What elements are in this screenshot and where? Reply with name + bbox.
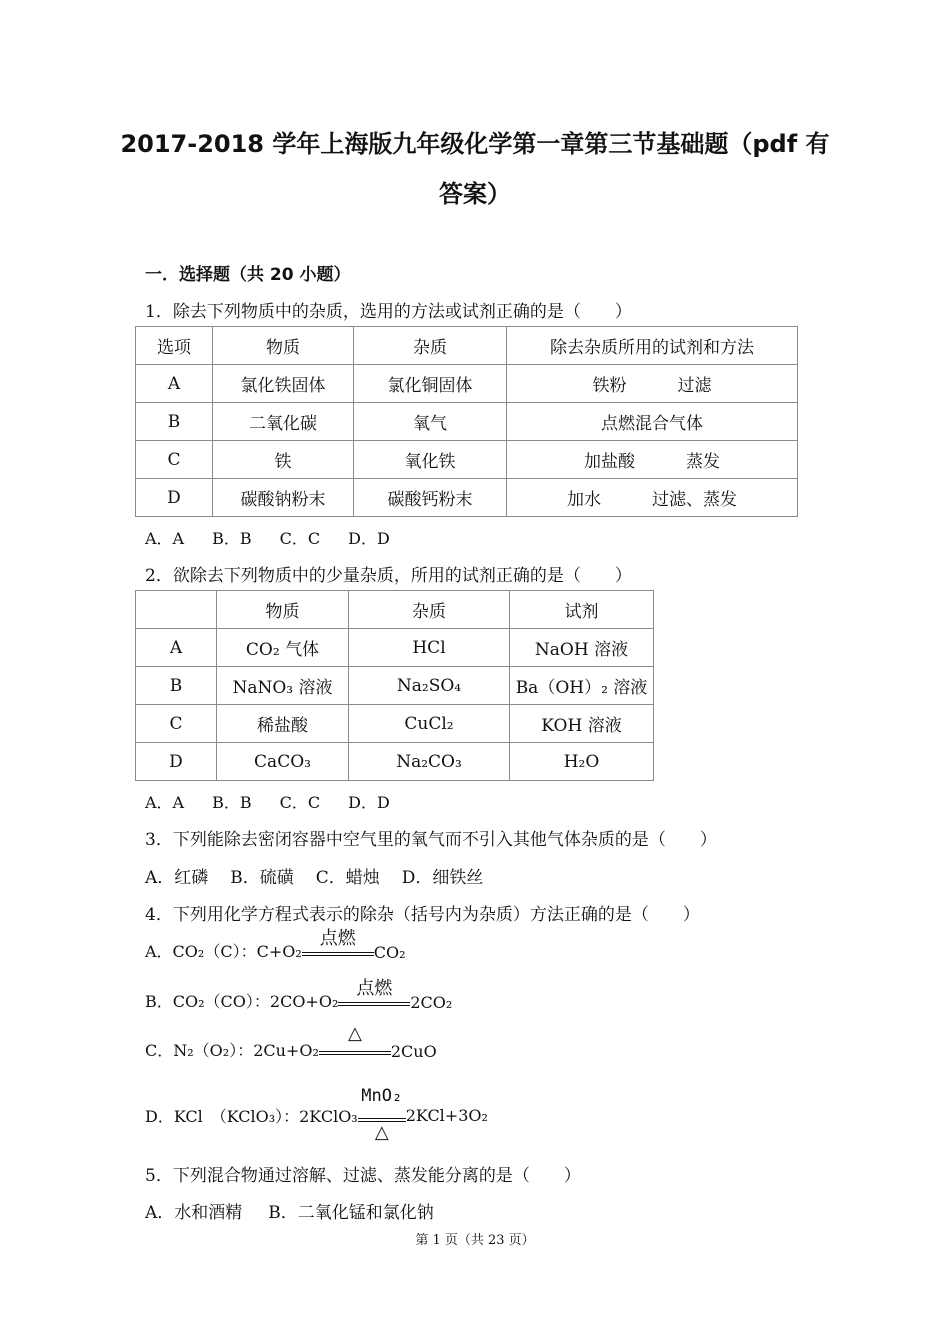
table-cell: 加水 过滤、蒸发 — [507, 479, 798, 517]
table-cell: 碳酸钙粉末 — [354, 479, 507, 517]
option-a[interactable]: A．A — [145, 793, 185, 812]
question-4-stem: 4．下列用化学方程式表示的除杂（括号内为杂质）方法正确的是（ ） — [145, 905, 700, 925]
title-line-1: 2017-2018 学年上海版九年级化学第一章第三节基础题（pdf 有 — [120, 130, 830, 158]
table-row — [136, 479, 798, 517]
question-1-options — [145, 526, 418, 549]
option-c[interactable]: C．C — [279, 529, 321, 548]
table-header-cell: 试剂 — [510, 591, 654, 629]
table-header-cell: 物质 — [217, 591, 349, 629]
table-cell: Na₂CO₃ — [349, 743, 510, 781]
table-cell: 二氧化碳 — [213, 403, 354, 441]
table-cell: NaNO₃ 溶液 — [217, 667, 349, 705]
table-cell: B — [136, 403, 213, 441]
equation-reactants: B．CO₂（CO）：2CO+O₂ — [145, 992, 339, 1011]
question-3-options — [145, 863, 483, 888]
table-row — [136, 705, 654, 743]
table-row — [136, 667, 654, 705]
option-d[interactable]: D．D — [348, 793, 390, 812]
option-a[interactable]: A．A — [145, 529, 185, 548]
table-cell: 铁粉 过滤 — [507, 365, 798, 403]
page-footer: 第 1 页（共 23 页） — [415, 1233, 535, 1248]
table-cell: Na₂SO₄ — [349, 667, 510, 705]
question-2-stem: 2．欲除去下列物质中的少量杂质，所用的试剂正确的是（ ） — [145, 566, 632, 586]
option-a[interactable]: A．红磷 — [145, 868, 209, 888]
table-cell: 氧化铁 — [354, 441, 507, 479]
table-cell: 点燃混合气体 — [507, 403, 798, 441]
option-a[interactable]: A．水和酒精 — [145, 1203, 243, 1223]
equation-products: 2CO₂ — [410, 993, 453, 1012]
table-header-cell: 杂质 — [354, 327, 507, 365]
table-row — [136, 441, 798, 479]
equation-reactants: A．CO₂（C）：C+O₂ — [145, 942, 302, 961]
table-cell: HCl — [349, 629, 510, 667]
table-header-row — [136, 591, 654, 629]
option-b[interactable]: B．B — [212, 793, 252, 812]
option-c[interactable]: C．C — [279, 793, 321, 812]
table-cell: CuCl₂ — [349, 705, 510, 743]
reaction-condition: 点燃 — [338, 978, 410, 1012]
equation-option-d[interactable] — [145, 1086, 488, 1144]
table-cell: NaOH 溶液 — [510, 629, 654, 667]
equation-products: CO₂ — [373, 943, 406, 962]
table-cell: Ba（OH）₂ 溶液 — [510, 667, 654, 705]
reaction-condition: MnO₂ △ — [358, 1086, 406, 1144]
table-cell: CaCO₃ — [217, 743, 349, 781]
equation-products: 2CuO — [390, 1042, 437, 1061]
table-cell: 碳酸钠粉末 — [213, 479, 354, 517]
section-heading: 一．选择题（共 20 小题） — [145, 265, 351, 285]
question-5-options — [145, 1198, 434, 1223]
table-cell: CO₂ 气体 — [217, 629, 349, 667]
option-c[interactable]: C．蜡烛 — [315, 868, 380, 888]
option-d[interactable]: D．细铁丝 — [401, 868, 484, 888]
equation-products: 2KCl+3O₂ — [405, 1105, 488, 1125]
table-header-cell: 除去杂质所用的试剂和方法 — [507, 327, 798, 365]
table-cell: 稀盐酸 — [217, 705, 349, 743]
question-2-options — [145, 790, 418, 813]
table-header-cell: 选项 — [136, 327, 213, 365]
option-d[interactable]: D．D — [348, 529, 390, 548]
table-header-cell — [136, 591, 217, 629]
table-row — [136, 403, 798, 441]
table-header-cell: 物质 — [213, 327, 354, 365]
table-cell: D — [136, 743, 217, 781]
table-cell: C — [136, 441, 213, 479]
option-b[interactable]: B．二氧化锰和氯化钠 — [268, 1203, 434, 1223]
table-cell: C — [136, 705, 217, 743]
title-line-2: 答案） — [439, 180, 511, 208]
option-b[interactable]: B．B — [212, 529, 252, 548]
table-row — [136, 743, 654, 781]
option-b[interactable]: B．硫磺 — [230, 868, 294, 888]
table-header-row — [136, 327, 798, 365]
table-cell: H₂O — [510, 743, 654, 781]
equation-option-a[interactable] — [145, 928, 406, 962]
table-cell: 氯化铁固体 — [213, 365, 354, 403]
equation-option-b[interactable] — [145, 978, 452, 1012]
equation-reactants: C．N₂（O₂）：2Cu+O₂ — [145, 1041, 319, 1060]
equation-option-c[interactable] — [145, 1023, 437, 1061]
table-cell: A — [136, 629, 217, 667]
table-row — [136, 365, 798, 403]
table-cell: B — [136, 667, 217, 705]
table-cell: 氧气 — [354, 403, 507, 441]
question-5-stem: 5．下列混合物通过溶解、过滤、蒸发能分离的是（ ） — [145, 1166, 581, 1186]
reaction-condition: △ — [319, 1027, 391, 1061]
question-3-stem: 3．下列能除去密闭容器中空气里的氧气而不引入其他气体杂质的是（ ） — [145, 830, 717, 850]
table-cell: A — [136, 365, 213, 403]
equation-reactants: D．KCl （KClO₃）：2KClO₃ — [145, 1106, 358, 1126]
table-cell: 铁 — [213, 441, 354, 479]
table-cell: D — [136, 479, 213, 517]
question-1-table — [135, 326, 798, 517]
table-row — [136, 629, 654, 667]
table-header-cell: 杂质 — [349, 591, 510, 629]
table-cell: KOH 溶液 — [510, 705, 654, 743]
table-cell: 氯化铜固体 — [354, 365, 507, 403]
question-1-stem: 1．除去下列物质中的杂质，选用的方法或试剂正确的是（ ） — [145, 302, 632, 322]
reaction-condition: 点燃 — [302, 928, 374, 962]
question-2-table — [135, 590, 654, 781]
table-cell: 加盐酸 蒸发 — [507, 441, 798, 479]
